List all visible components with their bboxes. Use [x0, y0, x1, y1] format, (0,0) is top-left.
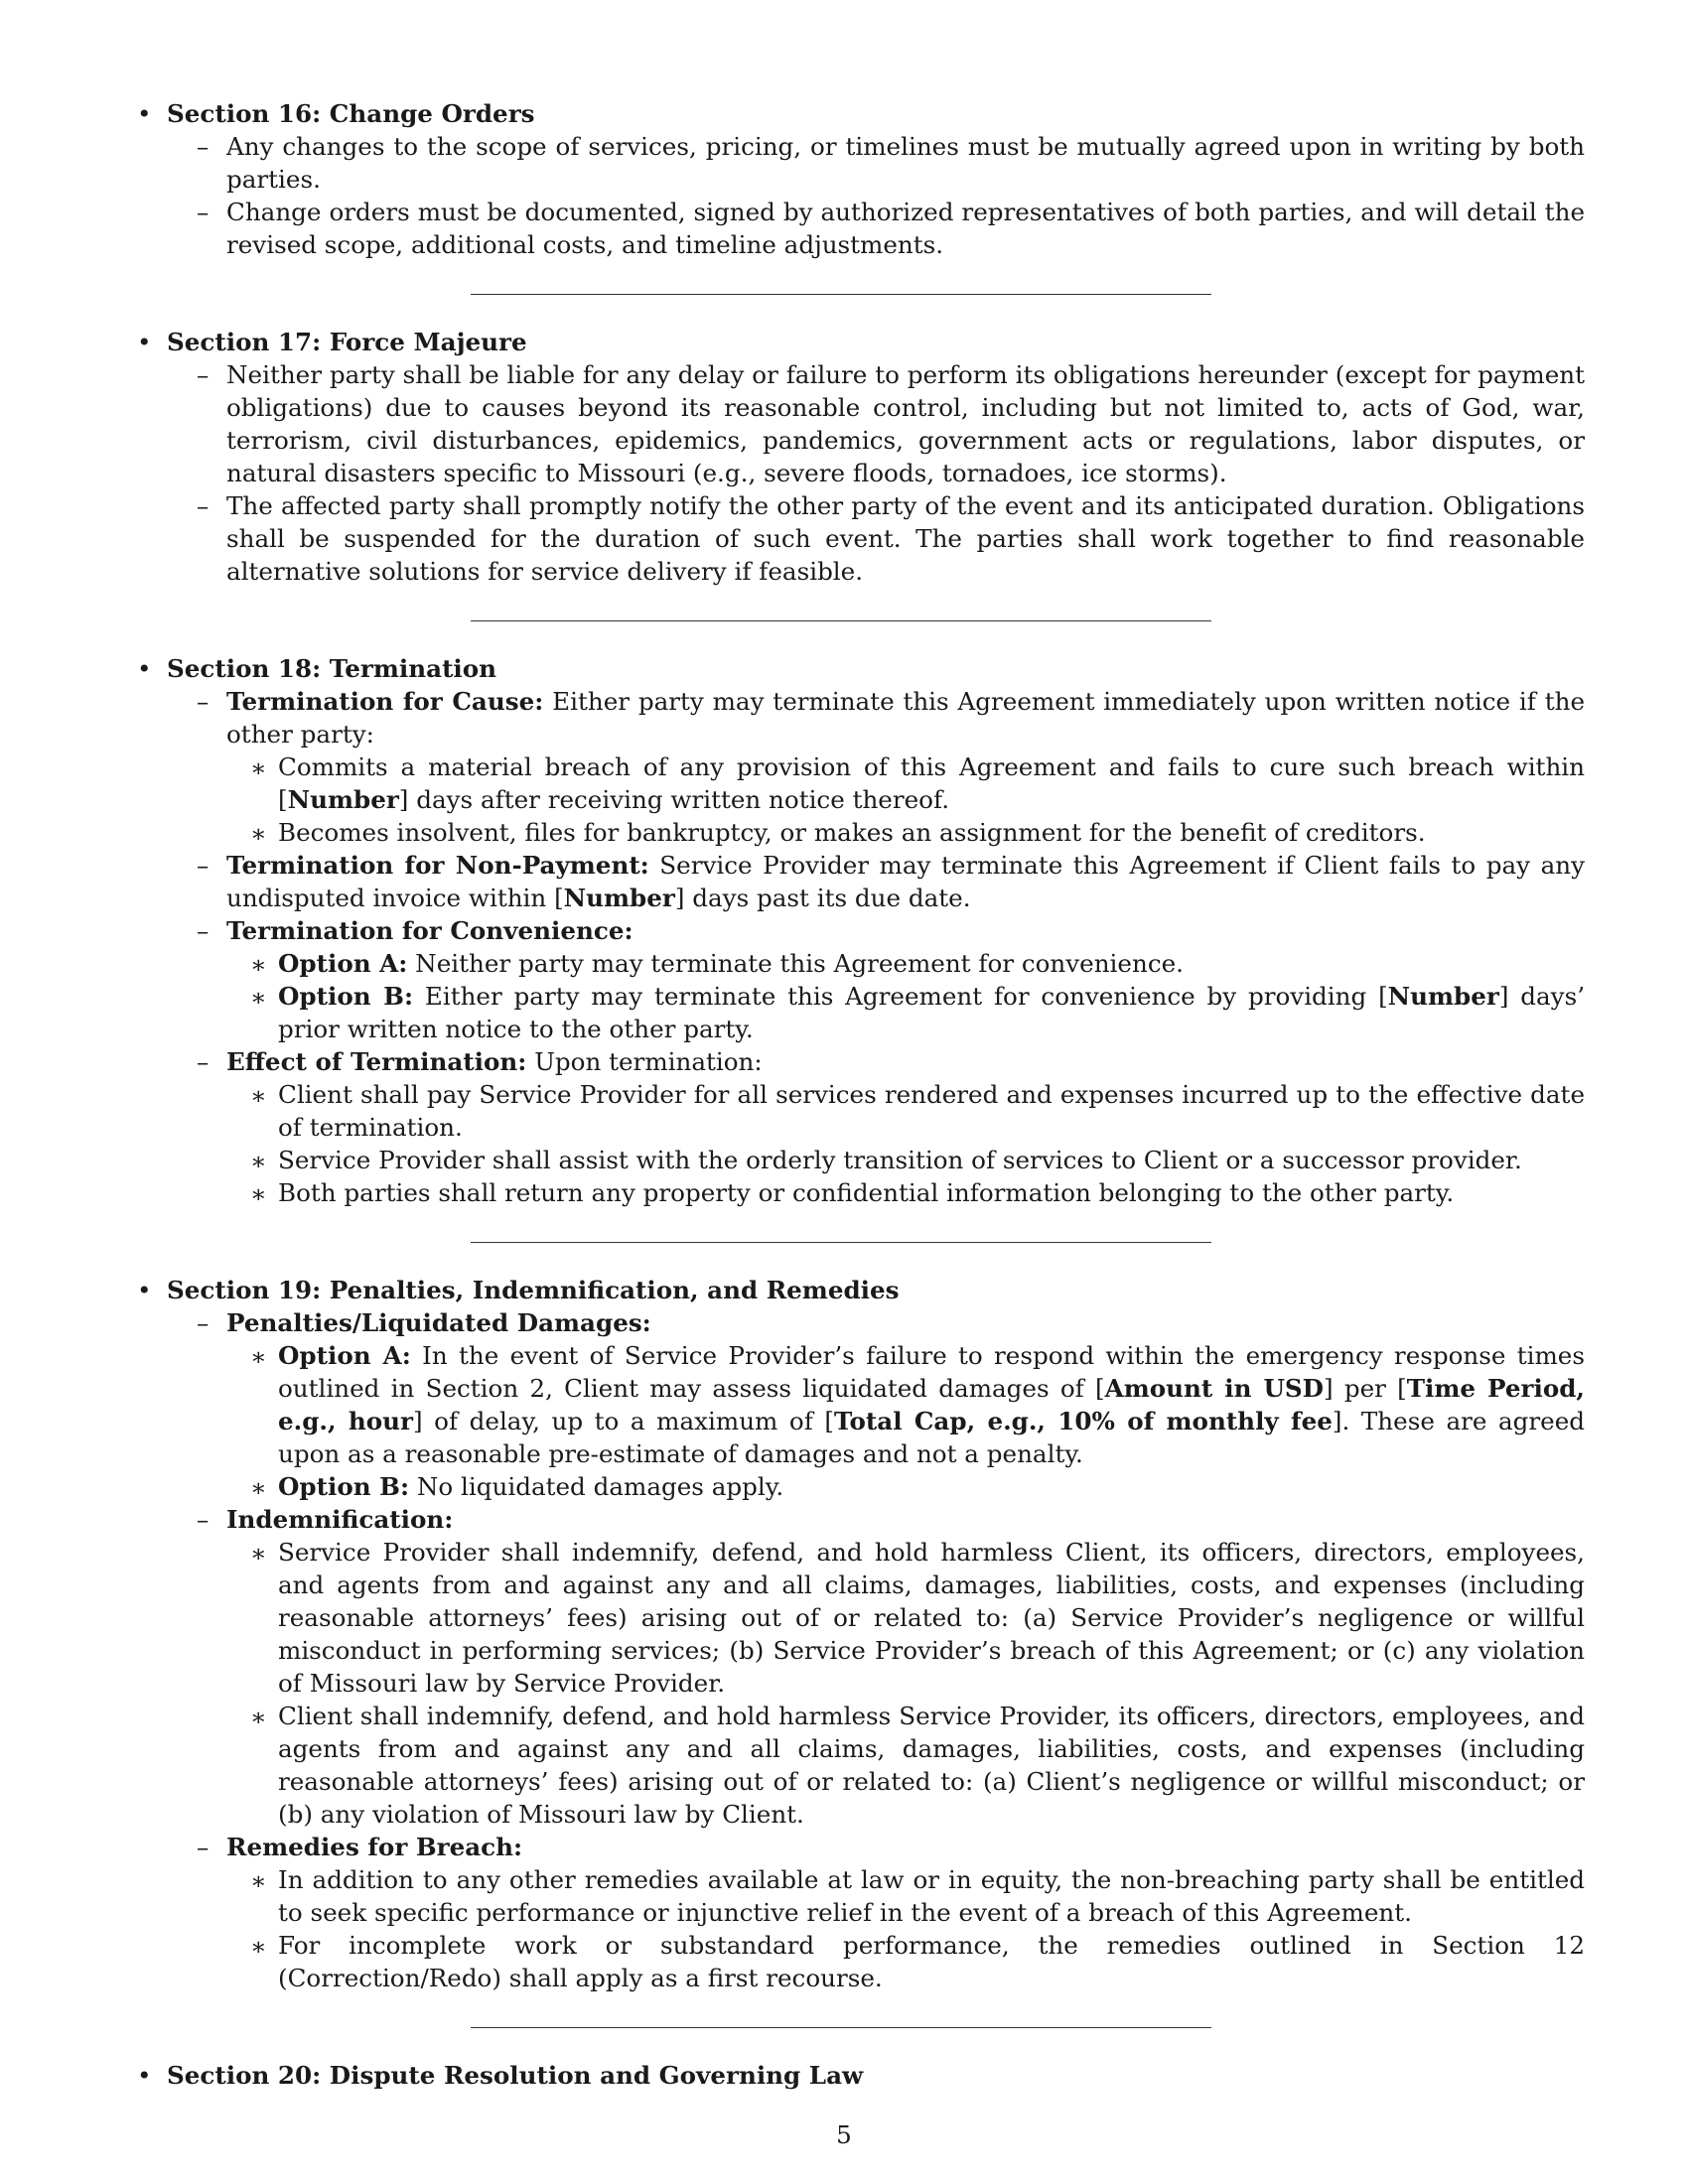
termination-for-cause-label: Termination for Cause: [226, 687, 544, 716]
section-16-title: • Section 16: Change Orders [167, 97, 1585, 130]
remedies-item-2: ∗ For incomplete work or substandard performance, the remedies outlined in Section 12 (Correction/Redo) shall apply as a first recourse. [278, 1929, 1585, 1994]
effect-of-termination [226, 1045, 1585, 1078]
cause-item-1-text: Commits a material breach of any provision of this Agreement and fails to cure such breach within [ [278, 752, 1585, 814]
cause-item-1-placeholder: Number [287, 785, 399, 814]
total-cap-placeholder: Total Cap, e.g., 10% of monthly fee [834, 1407, 1333, 1435]
section-18 [167, 652, 1585, 1209]
effect-item-1: ∗ Client shall pay Service Provider for all services rendered and expenses incurred up to the effective date of termination. [278, 1078, 1585, 1144]
non-payment-placeholder: Number [563, 884, 675, 912]
remedies-for-breach [226, 1831, 1585, 1863]
amount-placeholder: Amount in USD [1104, 1374, 1324, 1403]
remedies-label: Remedies for Breach: [226, 1833, 523, 1861]
indemnification [226, 1503, 1585, 1536]
page-number: 5 [836, 2120, 852, 2149]
section-19 [167, 1274, 1585, 1994]
section-18-title: • Section 18: Termination [167, 652, 1585, 685]
penalties-option-b-text: No liquidated damages apply. [416, 1472, 784, 1501]
section-16-item-2: – Change orders must be documented, signed by authorized representatives of both parties, and will detail the revised scope, additional costs, and timeline adjustments. [226, 196, 1585, 261]
non-payment-label: Termination for Non-Payment: [226, 851, 649, 880]
section-20 [167, 2059, 1585, 2092]
section-16-item-1: – Any changes to the scope of services, pricing, or timelines must be mutually agreed upon in writing by both parties. [226, 130, 1585, 196]
convenience-option-a [278, 947, 1585, 980]
section-16 [167, 97, 1585, 261]
non-payment-text: Service Provider may terminate this Agreement if Client fails to pay any undisputed invoice within [ [226, 851, 1585, 912]
penalties-option-a-text-4: ]. These are agreed upon as a reasonable pre-estimate of damages and not a penalty. [278, 1407, 1586, 1468]
time-period-placeholder: Time Period, e.g., hour [278, 1374, 1585, 1435]
document-page [167, 97, 1585, 2092]
penalties-liquidated-damages [226, 1306, 1585, 1339]
convenience-option-a-text: Neither party may terminate this Agreement for convenience. [415, 949, 1184, 978]
convenience-option-b [278, 980, 1585, 1045]
penalties-option-a-label: Option A: [278, 1341, 411, 1370]
convenience-option-b-text: Either party may terminate this Agreement for convenience by providing [ [424, 982, 1388, 1011]
termination-for-convenience [226, 914, 1585, 947]
termination-for-cause [226, 685, 1585, 751]
penalties-option-b [278, 1470, 1585, 1503]
indemnification-label: Indemnification: [226, 1505, 454, 1534]
indemnification-item-1: ∗ Service Provider shall indemnify, defend, and hold harmless Client, its officers, directors, employees, and agents from and against any and all claims, damages, liabilities, costs, and expenses (including reasonable attorneys’ fees) arising out of or related to: (a) Service Provider’s negligence or willful misconduct in performing services; (b) Service Provider’s breach of this Agreement; or (c) any violation of Missouri law by Service Provider. [278, 1536, 1585, 1700]
convenience-option-b-label: Option B: [278, 982, 414, 1011]
convenience-option-a-label: Option A: [278, 949, 408, 978]
termination-for-cause-text: Either party may terminate this Agreement immediately upon written notice if the other party: [226, 687, 1586, 749]
penalties-label: Penalties/Liquidated Damages: [226, 1308, 651, 1337]
effect-text: Upon termination: [534, 1047, 763, 1076]
penalties-option-b-label: Option B: [278, 1472, 410, 1501]
section-17-item-2: – The affected party shall promptly notify the other party of the event and its anticipated duration. Obligations shall be suspended for the duration of such event. The parties shall work together to find reasonable alternative solutions for service delivery if feasible. [226, 489, 1585, 588]
effect-label: Effect of Termination: [226, 1047, 527, 1076]
section-17 [167, 326, 1585, 588]
cause-item-1-text-end: ] days after receiving written notice thereof. [398, 785, 950, 814]
section-17-item-1: – Neither party shall be liable for any delay or failure to perform its obligations hereunder (except for payment obligations) due to causes beyond its reasonable control, including but not limited to, acts of God, war, terrorism, civil disturbances, epidemics, pandemics, government acts or regulations, labor disputes, or natural disasters specific to Missouri (e.g., severe floods, tornadoes, ice storms). [226, 358, 1585, 489]
section-17-title: • Section 17: Force Majeure [167, 326, 1585, 358]
section-19-title: • Section 19: Penalties, Indemnification, and Remedies [167, 1274, 1585, 1306]
effect-item-3: ∗ Both parties shall return any property or confidential information belonging to the other party. [278, 1176, 1585, 1209]
penalties-option-a [278, 1339, 1585, 1470]
penalties-option-a-text-3: ] of delay, up to a maximum of [ [412, 1407, 835, 1435]
convenience-option-b-placeholder: Number [1387, 982, 1499, 1011]
non-payment-text-end: ] days past its due date. [674, 884, 971, 912]
remedies-item-1: ∗ In addition to any other remedies available at law or in equity, the non-breaching party shall be entitled to seek specific performance or injunctive relief in the event of a breach of this Agreement. [278, 1863, 1585, 1929]
termination-for-non-payment [226, 849, 1585, 914]
cause-item-2 [278, 816, 1585, 849]
penalties-option-a-text: In the event of Service Provider’s failure to respond within the emergency response times outlined in Section 2, Client may assess liquidated damages of [ [278, 1341, 1585, 1403]
effect-item-2: ∗ Service Provider shall assist with the orderly transition of services to Client or a successor provider. [278, 1144, 1585, 1176]
cause-item-2-text: Becomes insolvent, files for bankruptcy, or makes an assignment for the benefit of creditors. [278, 818, 1426, 847]
indemnification-item-2: ∗ Client shall indemnify, defend, and hold harmless Service Provider, its officers, directors, employees, and agents from and against any and all claims, damages, liabilities, costs, and expenses (including reasonable attorneys’ fees) arising out of or related to: (a) Client’s negligence or willful misconduct; or (b) any violation of Missouri law by Client. [278, 1700, 1585, 1831]
convenience-option-b-text-end: ] days’ prior written notice to the other party. [278, 982, 1586, 1043]
section-20-title: • Section 20: Dispute Resolution and Governing Law [167, 2059, 1585, 2092]
convenience-label: Termination for Convenience: [226, 916, 633, 945]
cause-item-1 [278, 751, 1585, 816]
penalties-option-a-text-2: ] per [ [1323, 1374, 1407, 1403]
